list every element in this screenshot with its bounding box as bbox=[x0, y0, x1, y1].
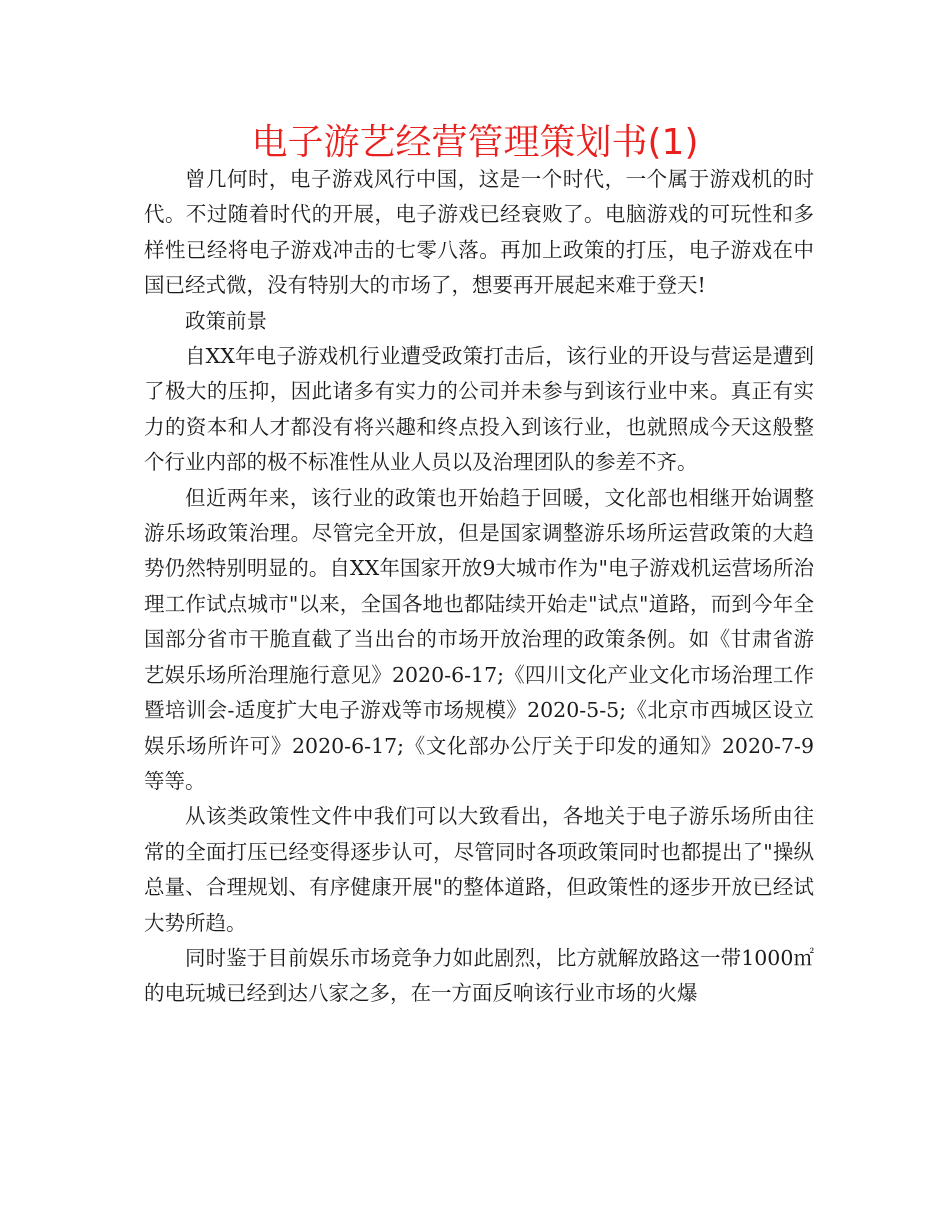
paragraph-policy-history: 自XX年电子游戏机行业遭受政策打击后，该行业的开设与营运是遭到了极大的压抑，因此诸多有实力的公司并未参与到该行业中来。真正有实力的资本和人才都没有将兴趣和终点投入到该行业，也就照成今天这般整个行业内部的极不标准性从业人员以及治理团队的参差不齐。 bbox=[144, 344, 814, 475]
document-title: 电子游艺经营管理策划书(1) bbox=[251, 122, 699, 163]
document-body bbox=[144, 162, 814, 1012]
paragraph-intro: 曾几何时，电子游戏风行中国，这是一个时代，一个属于游戏机的时代。不过随着时代的开展，电子游戏已经衰败了。电脑游戏的可玩性和多样性已经将电子游戏冲击的七零八落。再加上政策的打压，电子游戏在中国已经式微，没有特别大的市场了，想要再开展起来难于登天! bbox=[144, 167, 814, 298]
paragraph-policy-analysis: 从该类政策性文件中我们可以大致看出，各地关于电子游乐场所由往常的全面打压已经变得逐步认可，尽管同时各项政策同时也都提出了"操纵总量、合理规划、有序健康开展"的整体道路，但政策性的逐步开放已经试大势所趋。 bbox=[144, 804, 814, 935]
paragraph-market-competition: 同时鉴于目前娱乐市场竞争力如此剧烈，比方就解放路这一带1000㎡的电玩城已经到达八家之多，在一方面反响该行业市场的火爆 bbox=[144, 945, 814, 1006]
section-heading-policy-outlook: 政策前景 bbox=[185, 308, 267, 333]
paragraph-policy-recovery: 但近两年来，该行业的政策也开始趋于回暖，文化部也相继开始调整游乐场政策治理。尽管完全开放，但是国家调整游乐场所运营政策的大趋势仍然特别明显的。自XX年国家开放9大城市作为"电子游戏机运营场所治理工作试点城市"以来，全国各地也都陆续开始走"试点"道路，而到今年全国部分省市干脆直截了当出台的市场开放治理的政策条例。如《甘肃省游艺娱乐场所治理施行意见》2020-6-17;《四川文化产业文化市场治理工作暨培训会-适度扩大电子游戏等市场规模》2020-5-5;《北京市西城区设立娱乐场所许可》2020-6-17;《文化部办公厅关于印发的通知》2020-7-9等等。 bbox=[144, 485, 814, 793]
